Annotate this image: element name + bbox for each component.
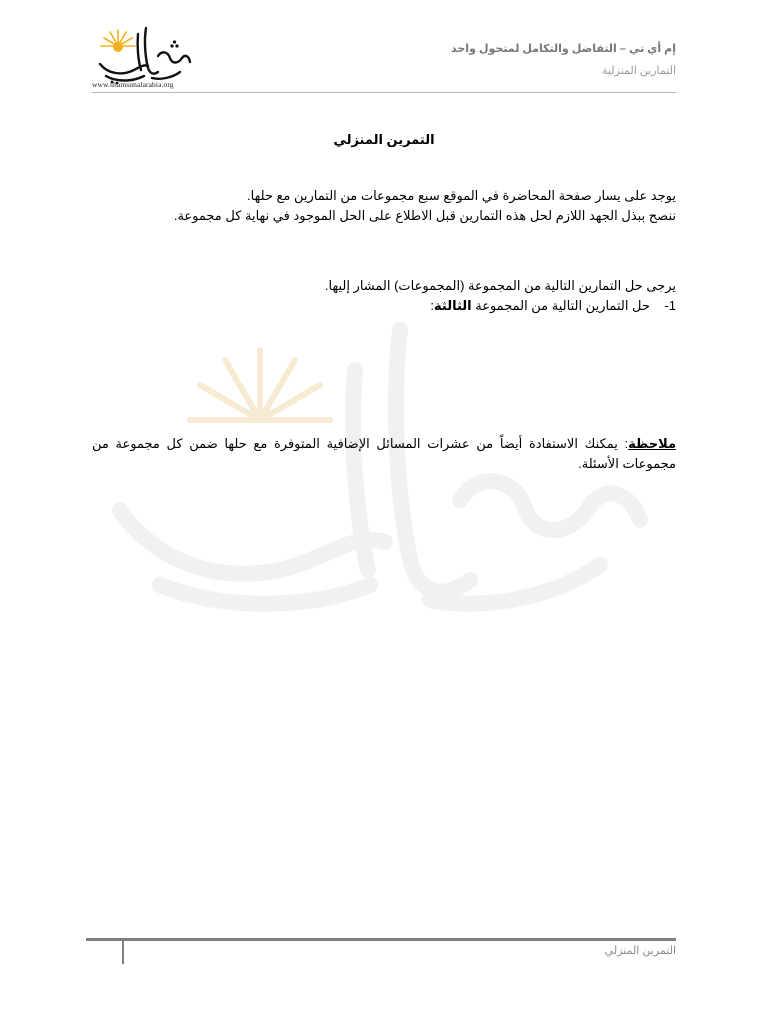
intro-line-2: ننصح ببذل الجهد اللازم لحل هذه التمارين قبل الاطلاع على الحل الموجود في نهاية كل مجموعة. xyxy=(173,208,676,223)
exercise-item xyxy=(92,296,676,316)
exercise-text: حل التمارين التالية من المجموعة xyxy=(471,298,650,313)
instruction-text: يرجى حل التمارين التالية من المجموعة (المجموعات) المشار إليها. xyxy=(324,278,676,293)
footer-divider xyxy=(86,938,676,941)
footer-page-marker xyxy=(122,938,124,964)
course-title: إم أي تي – التفاضل والتكامل لمتحول واحد xyxy=(451,43,676,55)
logo-website-url: www.shamsunalarabia.org xyxy=(92,80,174,89)
intro-paragraph xyxy=(92,186,676,226)
exercise-colon: : xyxy=(430,298,435,313)
note-label: ملاحظة xyxy=(628,436,676,451)
note-text: : يمكنك الاستفادة أيضاً من عشرات المسائل الإضافية المتوفرة مع حلها ضمن كل مجموعة من مجموعات الأسئلة. xyxy=(92,436,676,471)
homework-title: التمرين المنزلي xyxy=(333,132,435,147)
header-divider xyxy=(92,92,676,93)
footer-title: التمرين المنزلي xyxy=(604,945,676,957)
instructions-block xyxy=(92,276,676,316)
exercise-number: 1- xyxy=(664,298,676,313)
exercise-group-name: الثالثة xyxy=(434,298,472,313)
intro-line-1: يوجد على يسار صفحة المحاضرة في الموقع سبع مجموعات من التمارين مع حلها. xyxy=(247,188,676,203)
section-title: التمارين المنزلية xyxy=(602,65,676,77)
page-header xyxy=(451,42,676,78)
note-paragraph xyxy=(92,434,676,474)
